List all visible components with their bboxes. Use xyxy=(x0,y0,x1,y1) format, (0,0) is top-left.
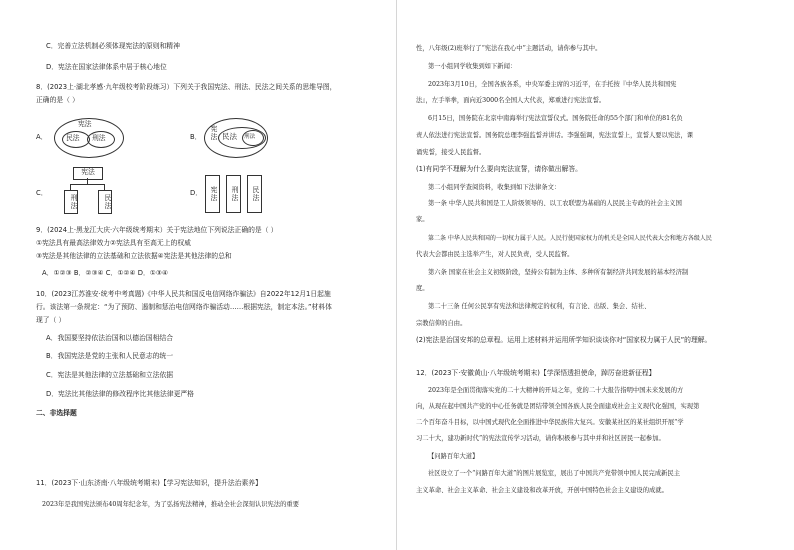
q10-stem-1: 10．(2023江苏淮安·统考中考真题)《中华人民共和国反电信网络诈骗法》自2022年12月1日起施 xyxy=(36,290,331,298)
q8-stem-2: 正确的是（ ） xyxy=(36,96,79,104)
label-xianfa: 宪法 xyxy=(209,125,217,141)
r-line-5: 6月15日，国务院在北京中南海举行宪法宣誓仪式。国务院任命的55个部门和单位的81名负 xyxy=(428,115,683,122)
r-line-25: 主义革命、社会主义革命、社会主义建设和改革开放，开创中国特色社会主义建设的成就。 xyxy=(416,487,668,494)
r-line-13: 代表大会都由民主选举产生，对人民负责，受人民监督。 xyxy=(416,251,574,258)
q10-option-c: C．宪法是其他法律的立法基础和立法依据 xyxy=(46,371,174,379)
r-line-16: 第二十三条 任何公民享有宪法和法律规定的权利，有言论、出版、集会、结社、 xyxy=(428,303,651,310)
q8-option-c-label: C． xyxy=(36,189,48,197)
box-xingfa: 刑法 xyxy=(226,175,241,213)
r-line-21: 二个百年奋斗目标，以中国式现代化全面推进中华民族伟大复兴。安徽某社区的某社组织开展“学 xyxy=(416,419,684,426)
label-minfa: 民法 xyxy=(222,132,237,141)
label-xingfa: 刑法 xyxy=(244,134,256,140)
q9-statements-2: ③宪法是其他法律的立法基础和立法依据④宪法是其他法律的总和 xyxy=(36,252,232,260)
r-line-2: 第一小组同学收集到如下新闻： xyxy=(428,63,517,70)
r-question-2: (2)宪法是治国安邦的总章程。运用上述材料并运用所学知识谈谈你对“国家权力属于人民”的理解。 xyxy=(416,336,712,344)
connector xyxy=(70,184,104,185)
q9-options: A．①②③ B．②③④ C．①②④ D．①③④ xyxy=(42,269,169,277)
r-line-22: 习二十大，建功新时代”的宪法宣传学习活动，请你积极参与其中并和社区居民一起参加。 xyxy=(416,435,665,442)
r-line-3: 2023年3月10日，全国各族各系，中央军委主席的习近平，在手托按『中华人民共和国宪 xyxy=(428,81,677,88)
r-line-10: 第一条 中华人民共和国是工人阶级领导的、以工农联盟为基础的人民民主专政的社会主义国 xyxy=(428,200,682,207)
q10-stem-2: 行。该法第一条规定：“为了预防、遏制和惩治电信网络诈骗活动……根据宪法，制定本法。”材料体 xyxy=(36,303,332,311)
label-xianfa: 宪法 xyxy=(78,120,92,128)
q10-option-a: A．我国要坚持依法治国和以德治国相结合 xyxy=(46,334,173,342)
r-line-11: 家。 xyxy=(416,216,429,223)
r-line-15: 度。 xyxy=(416,285,429,292)
q9-stem: 9．(2024上·黑龙江大庆·六年级统考期末）关于宪法地位下列说法正确的是（ ） xyxy=(36,226,278,234)
r-line-7: 诵宪誓，接受人民监督。 xyxy=(416,149,486,156)
q10-option-d: D．宪法比其他法律的修改程序比其他法律更严格 xyxy=(46,390,194,398)
q11-body: 2023年是我国宪法颁布40周年纪念年，为了弘扬宪法精神，推动全社会深刻认识宪法的重要 xyxy=(42,501,300,508)
q11-stem: 11．(2023下·山东济南·八年级统考期末)【学习宪法知识，提升法治素养】 xyxy=(36,479,262,487)
r-line-23: 【问路百年大道】 xyxy=(428,453,479,460)
column-divider xyxy=(396,0,397,550)
r-line-9: 第二小组同学查阅资料，收集到如下法律条文： xyxy=(428,184,561,191)
box-xianfa: 宪法 xyxy=(73,167,103,180)
r-question-1: (1)有同学不理解为什么要向宪法宣誓，请你做出解答。 xyxy=(416,165,582,173)
q8-option-d-label: D． xyxy=(190,189,203,197)
label-minfa: 民法 xyxy=(66,134,80,142)
label-xingfa: 刑法 xyxy=(92,134,106,142)
q8-stem-1: 8．(2023上·湖北孝感·九年级校考阶段练习）下列关于我国宪法、刑法、民法之间关系的思维导图， xyxy=(36,83,337,91)
r-line-14: 第六条 国家在社会主义初级阶段，坚持公有制为主体、多种所有制经济共同发展的基本经济制 xyxy=(428,269,689,276)
box-xianfa: 宪法 xyxy=(205,175,220,213)
q10-option-b: B．我国宪法是党的主张和人民意志的统一 xyxy=(46,352,174,360)
r-line-16c: 宗教信仰的自由。 xyxy=(416,320,467,327)
box-minfa: 民法 xyxy=(98,190,112,214)
q7-option-d: D．宪法在国家法律体系中居于核心地位 xyxy=(46,63,167,71)
q7-option-c: C．完善立法机制必须体现宪法的原则和精神 xyxy=(46,42,180,50)
r-line-6: 责人依法进行宪法宣誓。国务院总理李强监誓并讲话。李强强调，宪法宣誓上，宣誓人要以宪法，课 xyxy=(416,132,694,139)
r-line-19: 2023年是全面贯彻落实党的二十大精神的开局之年，党的二十大报告指明中国未来发展的方 xyxy=(428,387,684,394)
box-minfa: 民法 xyxy=(247,175,262,213)
q8-option-b-label: B． xyxy=(190,133,202,141)
r-line-20: 向，从现在起中国共产党的中心任务就是团结带领全国各族人民全面建成社会主义现代化强国，实现第 xyxy=(416,403,700,410)
box-xingfa: 刑法 xyxy=(64,190,78,214)
q9-statements-1: ①宪法具有最高法律效力②宪法具有至高无上的权威 xyxy=(36,239,191,247)
q12-stem: 12．(2023下·安徽黄山·八年级统考期末)【学深悟透担使命，踔厉奋进新征程】 xyxy=(416,369,656,377)
r-line-12: 第二条 中华人民共和国的一切权力属于人民。人民行使国家权力的机关是全国人民代表大会和地方各级人民 xyxy=(428,235,712,242)
r-line-1: 性，八年级(2)班举行了“宪法在我心中”主题活动，请你参与其中。 xyxy=(416,45,602,52)
r-line-4: 法』，左手举拳，面向近3000名全国人大代表，郑重进行宪法宣誓。 xyxy=(416,97,606,104)
r-line-24: 社区设立了一个“问路百年大道”的图片展览室，展出了中国共产党带领中国人民完成新民主 xyxy=(428,470,681,477)
q8-option-a-label: A． xyxy=(36,133,48,141)
section-heading-non-choice: 二、非选择题 xyxy=(36,409,77,417)
q10-stem-3: 现了（ ） xyxy=(36,316,66,324)
